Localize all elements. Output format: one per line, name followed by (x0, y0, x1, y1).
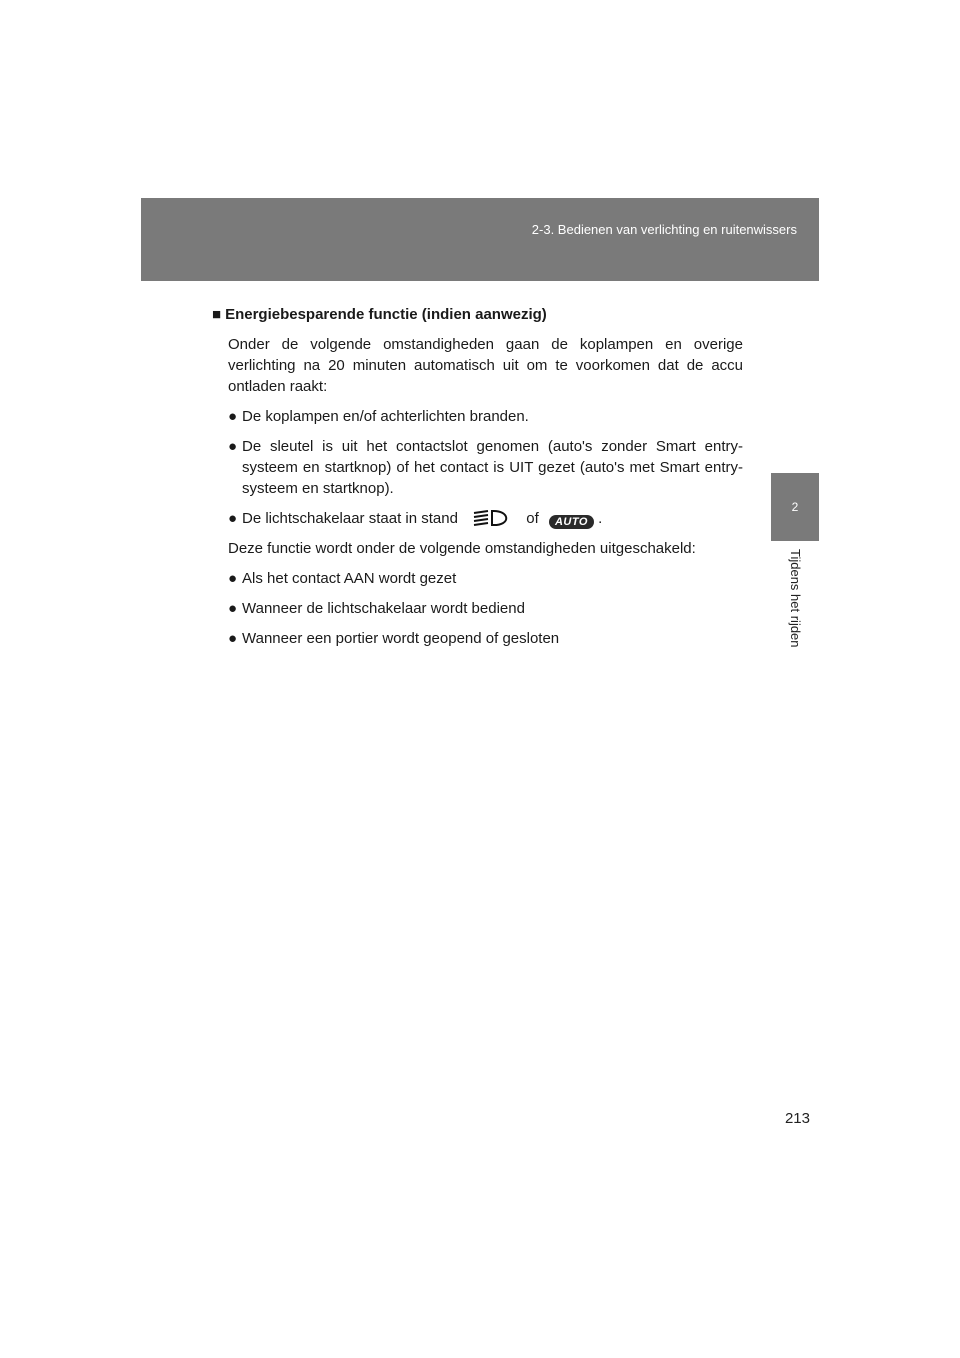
list-item (228, 436, 743, 499)
square-marker: ■ (212, 306, 222, 323)
bullet-icon: ● (228, 630, 238, 647)
list-item (228, 628, 743, 649)
cancel-condition-text: Wanneer een portier wordt geopend of gesloten (242, 630, 560, 647)
list-item (228, 568, 743, 589)
chapter-tab-label (771, 541, 819, 661)
header-title: 2-3. Bedienen van verlichting en ruitenwissers (531, 222, 797, 237)
condition-text: De sleutel is uit het contactslot genomen (auto's zonder Smart entry-systeem en startknop) of het contact is UIT gezet (auto's met Smart entry-systeem en startknop). (242, 438, 743, 497)
cancel-condition-text: Als het contact AAN wordt gezet (242, 570, 457, 587)
bullet-icon: ● (228, 510, 238, 527)
switch-line-or: of (526, 510, 539, 527)
list-item (228, 598, 743, 619)
cancel-condition-text: Wanneer de lichtschakelaar wordt bediend (242, 600, 525, 617)
auto-icon: AUTO (549, 515, 594, 529)
chapter-header-band (141, 198, 819, 281)
switch-line-prefix: De lichtschakelaar staat in stand (242, 510, 458, 527)
headlight-icon (470, 509, 518, 527)
section-heading (212, 304, 743, 325)
main-content (212, 304, 743, 658)
chapter-tab-number: 2 (771, 473, 819, 541)
bullet-icon: ● (228, 438, 238, 455)
cancel-intro-paragraph: Deze functie wordt onder de volgende omstandigheden uitgeschakeld: (228, 540, 696, 557)
bullet-icon: ● (228, 600, 238, 617)
switch-line-end: . (598, 510, 603, 527)
chapter-tab-label-text: Tijdens het rijden (788, 549, 803, 648)
page-number: 213 (784, 1110, 810, 1127)
list-item (228, 406, 743, 427)
condition-text: De koplampen en/of achterlichten branden. (242, 408, 529, 425)
bullet-icon: ● (228, 408, 238, 425)
intro-paragraph: Onder de volgende omstandigheden gaan de koplampen en overige verlichting na 20 minuten automatisch uit om te voorkomen dat de accu ontladen raakt: (228, 336, 743, 395)
bullet-icon: ● (228, 570, 238, 587)
list-item (228, 508, 743, 529)
section-heading-text: Energiebesparende functie (indien aanwezig) (225, 306, 547, 323)
